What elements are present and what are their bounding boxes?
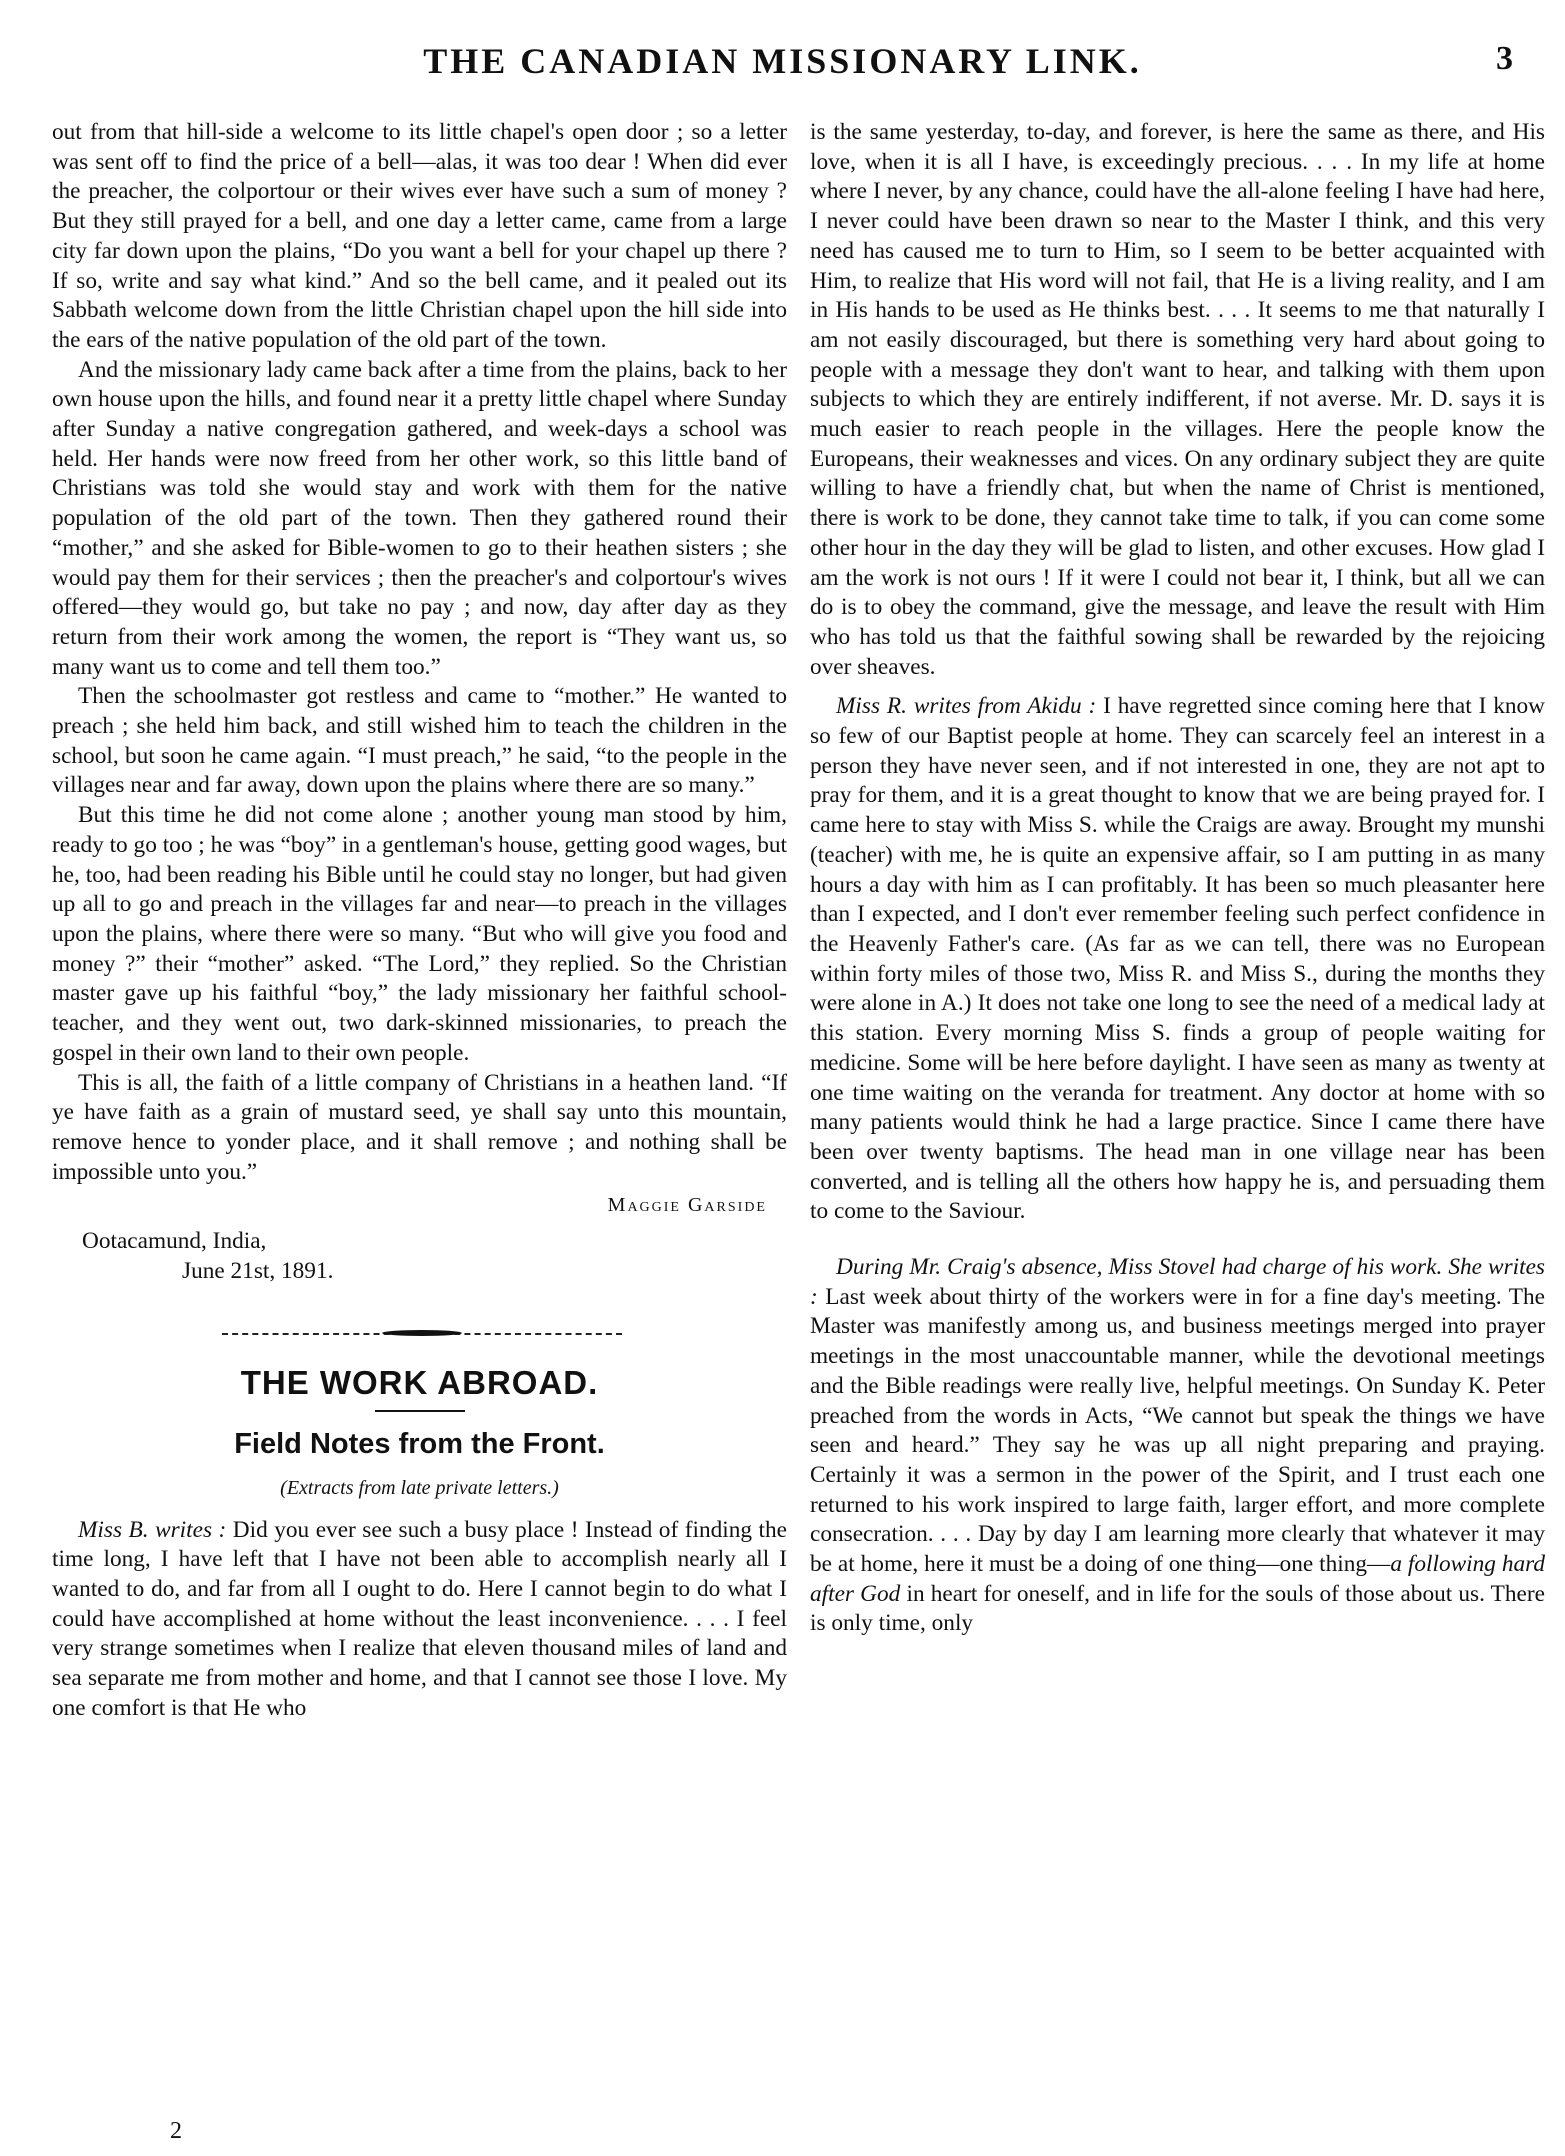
letter-text: Did you ever see such a busy place ! Instead of finding the time long, I have left that I have not been able to accomplish nearly all I wanted to do, and far from all I ought to do. Here I cannot begin to do what I could have accomplished at home without the least inconvenience. . . . I feel very strange sometimes when I realize that eleven thousand miles of land and sea separate me from mother and home, and that I cannot see those I love. My one comfort is that He who <box>52 1516 787 1721</box>
section-title: THE WORK ABROAD. <box>240 1364 599 1402</box>
right-column <box>810 118 1545 1639</box>
journal-title: THE CANADIAN MISSIONARY LINK. <box>423 41 1142 81</box>
section-divider <box>52 1326 787 1342</box>
paragraph-miss-stovel <box>810 1253 1545 1639</box>
signature-mark: 2 <box>170 2118 182 2144</box>
letter-lead: During Mr. Craig's absence, Miss Stovel had charge of his work. She writes : <box>810 1254 1545 1310</box>
letter-lead: Miss B. writes : <box>78 1516 227 1543</box>
left-column <box>52 118 787 1723</box>
paragraph-miss-b <box>52 1516 787 1724</box>
letter-text: Last week about thirty of the workers were in for a fine day's meeting. The Master was manifestly among us, and business meetings merged into prayer meetings in the most unaccountable manner, while the devotional meetings and the Bible readings were really live, helpful meetings. On Sunday K. Peter preached from the words in Acts, “We cannot but speak the things we have seen and heard.” They say he was up all night preparing and praying. Certainly it was a sermon in the power of the Spirit, and I trust each one returned to his work inspired to large faith, larger effort, and more complete consecration. . . . Day by day I am learning more clearly that whatever it may be at home, here it must be a doing of one thing—one thing— <box>810 1283 1545 1578</box>
letter-date: June 21st, 1891. <box>182 1257 334 1284</box>
author-signature: Maggie Garside <box>607 1194 767 1217</box>
paragraph: But this time he did not come alone ; another young man stood by him, ready to go too ; he was “boy” in a gentleman's house, getting good wages, but he, too, had been reading his Bible until he could stay no longer, but had given up all to go and preach in the villages far and near—to preach in the villages upon the plains, where there were so many. “But who will give you food and money ?” their “mother” asked. “The Lord,” they replied. So the Christian master gave up his faithful “boy,” the lady missionary her faithful school-teacher, and they went out, two dark-skinned missionaries, to preach the gospel in their own land to their own people. <box>52 802 787 1066</box>
paragraph: Then the schoolmaster got restless and came to “mother.” He wanted to preach ; she held him back, and still wished him to teach the children in the school, but soon he came again. “I must preach,” he said, “to the people in the villages near and far away, down upon the plains where there are so many.” <box>52 683 787 799</box>
subsection-title: Field Notes from the Front. <box>234 1428 605 1461</box>
paragraph: And the missionary lady came back after a time from the plains, back to her own house upon the hills, and found near it a pretty little chapel where Sunday after Sunday a native congregation gathered, and week-days a school was held. Her hands were now freed from her other work, so this little band of Christians was told she would stay and work with them for the native population of the old part of the town. Then they gathered round their “mother,” and she asked for Bible-women to go to their heathen sisters ; she would pay them for their services ; then the preacher's and colportour's wives offered—they would go, but take no pay ; and now, day after day as they return from their work among the women, the report is “They want us, so many want us to come and tell them too.” <box>52 356 787 680</box>
paragraph-miss-r <box>810 692 1545 1227</box>
paragraph: This is all, the faith of a little company of Christians in a heathen land. “If ye have faith as a grain of mustard seed, ye shall say unto this mountain, remove hence to yonder place, and it shall remove ; and nothing shall be impossible unto you.” <box>52 1069 787 1185</box>
letter-text: I have regretted since coming here that I know so few of our Baptist people at home. They can scarcely feel an interest in a person they have never seen, and if not interested in one, they are not apt to pray for them, and it is a great thought to know that we are being prayed for. I came here to stay with Miss S. while the Craigs are away. Brought my munshi (teacher) with me, he is quite an expensive affair, so I am putting in as many hours a day with him as I can profitably. It has been so much pleasanter here than I expected, and I don't ever remember feeling such perfect confidence in the Heavenly Father's care. (As far as we can tell, there was no European within forty miles of those two, Miss R. and Miss S., during the months they were alone in A.) It does not take one long to see the need of a medical lady at this station. Every morning Miss S. finds a group of people waiting for medicine. Some will be here before daylight. I have seen as many as twenty at one time waiting on the veranda for treatment. Any doctor at home with so many patients would think he had a large practice. Since I came there have been over twenty baptisms. The head man in one village near has been converted, and is telling all the others how happy he is, and persuading them to come to the Saviour. <box>810 693 1545 1225</box>
letter-place: Ootacamund, India, <box>82 1228 267 1255</box>
title-rule <box>375 1410 465 1412</box>
letter-lead: Miss R. writes from Akidu : <box>836 693 1097 720</box>
emphasis-text: a following hard after God <box>810 1551 1545 1607</box>
extracts-note: (Extracts from late private letters.) <box>280 1476 559 1499</box>
page-number: 3 <box>1496 40 1513 77</box>
page-header <box>0 40 1565 100</box>
paragraph: out from that hill-side a welcome to its little chapel's open door ; so a letter was sent off to find the price of a bell—alas, it was too dear ! When did ever the preacher, the colportour or their wives ever have such a sum of money ? But they still prayed for a bell, and one day a letter came, came from a large city far down upon the plains, “Do you want a bell for your chapel up there ? If so, write and say what kind.” And so the bell came, and it pealed out its Sabbath welcome down from the little Christian chapel upon the hill side into the ears of the native population of the old part of the town. <box>52 119 787 353</box>
letter-text: in heart for oneself, and in life for the souls of those about us. There is only time, only <box>810 1580 1545 1637</box>
paragraph: is the same yesterday, to-day, and forever, is here the same as there, and His love, when it is all I have, is exceedingly precious. . . . In my life at home where I never, by any chance, could have the all-alone feeling I have had here, I never could have been drawn so near to the Master I think, and this very need has caused me to turn to Him, so I seem to be better acquainted with Him, to realize that His word will not fail, that He is a living reality, and I am in His hands to be used as He thinks best. . . . It seems to me that naturally I am not easily discouraged, but there is something very hard about going to people with a message they don't want to hear, and talking with them upon subjects to which they are entirely indifferent, if not averse. Mr. D. says it is much easier to reach people in the villages. Here the people know the Europeans, their weaknesses and vices. On any ordinary subject they are quite willing to have a friendly chat, but when the name of Christ is mentioned, there is work to be done, they cannot take time to talk, if you can come some other hour in the day they will be glad to listen, and other excuses. How glad I am the work is not ours ! If it were I could not bear it, I think, but all we can do is to obey the command, give the message, and leave the result with Him who has told us that the faithful sowing shall be rewarded by the rejoicing over sheaves. <box>810 119 1545 680</box>
